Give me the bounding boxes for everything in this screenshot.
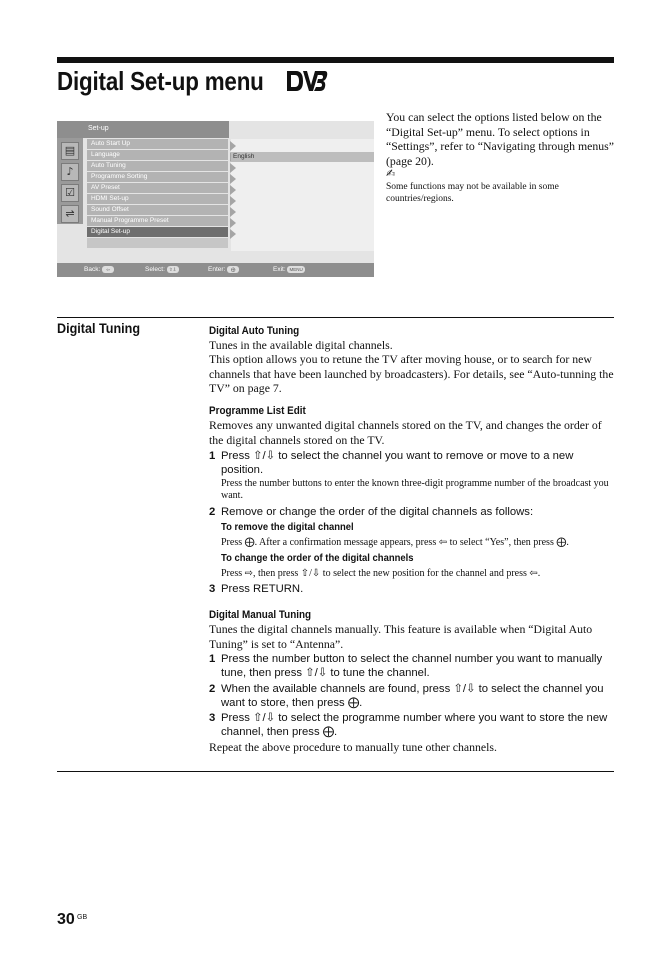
- picture-icon: ▤: [61, 142, 79, 160]
- menu-item-av-preset: AV Preset: [87, 183, 228, 193]
- step-number: 2: [209, 506, 216, 518]
- title-top-rule: [57, 57, 614, 63]
- section-heading: Digital Tuning: [57, 320, 141, 336]
- menu-arrow-icon: [230, 174, 236, 184]
- remove-channel-title: To remove the digital channel: [221, 521, 354, 533]
- remove-channel-text: Press ⨁. After a confirmation message appears, press ⇦ to select “Yes”, then press ⨁.: [221, 537, 569, 548]
- menu-item-auto-start-up: Auto Start Up: [87, 139, 228, 149]
- step-text: Press ⇧/⇩ to select the channel you want to remove or move to a new position.: [221, 450, 574, 476]
- step-number: 1: [209, 653, 216, 665]
- step-text: Press ⇧/⇩ to select the programme number where you want to store the new channel, then press ⨁.: [221, 712, 608, 738]
- dvb-logo: [284, 68, 328, 94]
- menu-arrow-icon: [230, 141, 236, 151]
- step-text: Remove or change the order of the digital channels as follows:: [221, 506, 534, 518]
- footer-back-label: Back:: [84, 266, 101, 274]
- list-edit-desc: Removes any unwanted digital channels stored on the TV, and changes the order of the digital channels stored on the TV.: [209, 418, 602, 447]
- section-bottom-rule: [57, 771, 614, 772]
- menu-arrow-icon: [230, 229, 236, 239]
- menu-arrow-icon: [230, 196, 236, 206]
- menu-item-language: Language: [87, 150, 228, 160]
- updown-key-icon: ⇧⇩: [167, 266, 179, 273]
- auto-tuning-line2: This option allows you to retune the TV after moving house, or to search for new channels that have been launched by broadcasters). For details, see “Auto-tunning the TV” on page 7.: [209, 352, 614, 396]
- change-order-title: To change the order of the digital channels: [221, 552, 414, 564]
- menu-header-bar: [57, 121, 229, 138]
- step-number: 2: [209, 683, 216, 695]
- step-text: Press the number button to select the channel number you want to manually tune, then press ⇧/⇩ to tune the channel.: [221, 653, 603, 679]
- menu-category-icons: [57, 138, 83, 224]
- section-top-rule: [57, 317, 614, 318]
- menu-footer-bar: [57, 263, 374, 277]
- footer-enter: [208, 266, 239, 273]
- menu-arrow-icon: [230, 207, 236, 217]
- footer-back: [84, 266, 114, 273]
- manual-tuning-desc: Tunes the digital channels manually. This feature is available when “Digital Auto Tuning” is set to “Antenna”.: [209, 622, 593, 651]
- menu-arrow-icon: [230, 163, 236, 173]
- page-title: Digital Set-up menu: [57, 66, 264, 96]
- menu-item-auto-tuning: Auto Tuning: [87, 161, 228, 171]
- menu-item-manual-programme-preset: Manual Programme Preset: [87, 216, 228, 226]
- menu-value-language: English: [231, 152, 374, 162]
- footer-exit-label: Exit:: [273, 266, 286, 274]
- menu-item-list: [87, 139, 228, 251]
- page-region: GB: [77, 914, 88, 921]
- manual-tuning-footer: Repeat the above procedure to manually tune other channels.: [209, 740, 497, 754]
- note-text: Some functions may not be available in some countries/regions.: [386, 182, 559, 204]
- step-text: Press RETURN.: [221, 583, 304, 595]
- intro-text: You can select the options listed below on the “Digital Set-up” menu. To select options in “Settings”, refer to “Navigating through menus” (page 20).: [386, 110, 615, 168]
- note-pencil-icon: ✍: [386, 167, 396, 180]
- back-key-icon: ⇦: [102, 266, 114, 273]
- step-number: 3: [209, 583, 216, 595]
- auto-tuning-title: Digital Auto Tuning: [209, 325, 300, 337]
- step-text: When the available channels are found, press ⇧/⇩ to select the channel you want to store, then press ⨁.: [221, 683, 604, 709]
- list-edit-step-1-note: Press the number buttons to enter the known three-digit programme number of the broadcast you want.: [221, 478, 609, 501]
- menu-item-digital-setup: Digital Set-up: [87, 227, 228, 237]
- page-number: 30: [57, 911, 75, 928]
- change-order-text: Press ⇨, then press ⇧/⇩ to select the new position for the channel and press ⇦.: [221, 568, 541, 579]
- menu-item-hdmi-setup: HDMI Set-up: [87, 194, 228, 204]
- list-edit-title: Programme List Edit: [209, 405, 306, 417]
- menu-header-label: Set-up: [88, 125, 109, 132]
- features-icon: ☑: [61, 184, 79, 202]
- menu-item-empty: [87, 238, 228, 248]
- footer-select-label: Select:: [145, 266, 165, 274]
- auto-tuning-line1: Tunes in the available digital channels.: [209, 338, 393, 352]
- step-number: 3: [209, 712, 216, 724]
- footer-exit: [273, 266, 305, 273]
- enter-key-icon: ⨁: [227, 266, 239, 273]
- setup-icon: ⇌: [61, 205, 79, 223]
- menu-arrow-icon: [230, 185, 236, 195]
- footer-select: [145, 266, 179, 273]
- step-number: 1: [209, 450, 216, 462]
- manual-tuning-title: Digital Manual Tuning: [209, 609, 312, 621]
- menu-item-programme-sorting: Programme Sorting: [87, 172, 228, 182]
- sound-icon: ♪: [61, 163, 79, 181]
- menu-key-icon: MENU: [289, 267, 303, 272]
- footer-enter-label: Enter:: [208, 266, 226, 274]
- menu-item-sound-offset: Sound Offset: [87, 205, 228, 215]
- setup-menu-screenshot: [57, 121, 374, 277]
- menu-arrow-icon: [230, 218, 236, 228]
